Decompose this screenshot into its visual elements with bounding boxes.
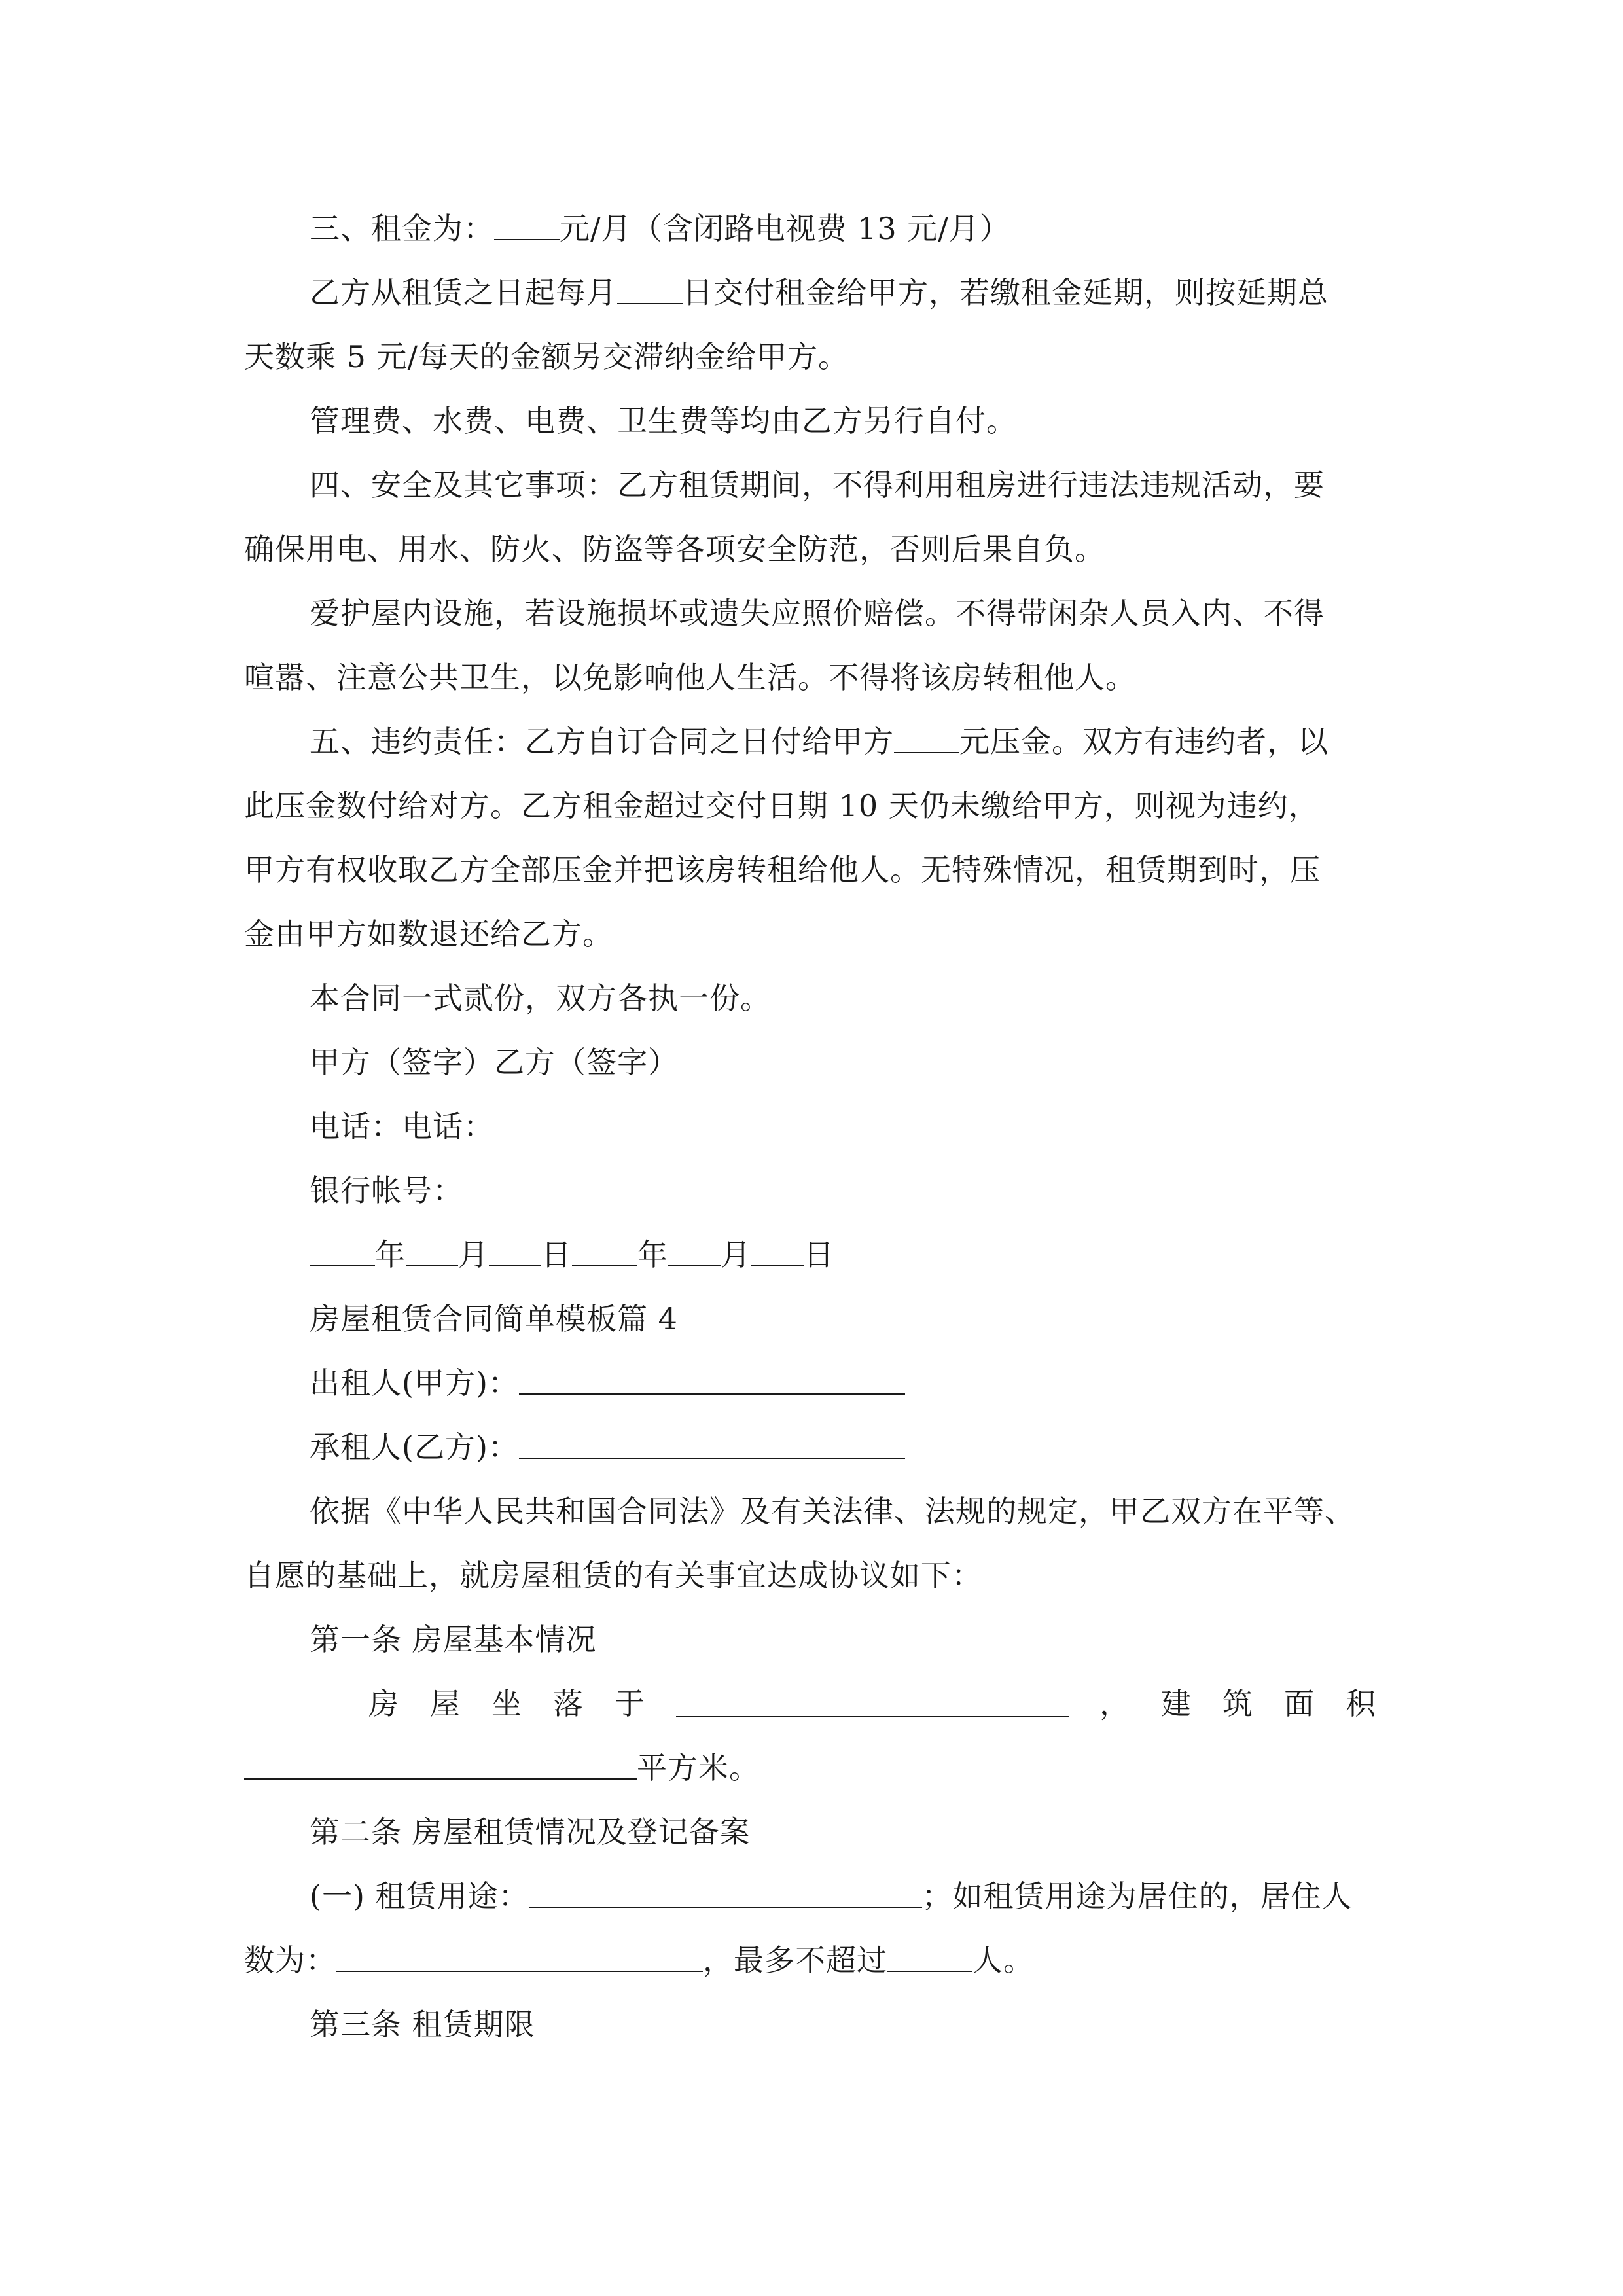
occupants-line <box>244 1928 1376 1992</box>
location-blank[interactable] <box>676 1690 1069 1717</box>
loc-char: 筑 <box>1222 1686 1253 1721</box>
liability-clause-cont2: 甲方有权收取乙方全部压金并把该房转租给他人。无特殊情况，租赁期到时，压 <box>244 852 1321 888</box>
payment-clause <box>244 260 1376 325</box>
copies-clause: 本合同一式贰份，双方各执一份。 <box>310 980 771 1016</box>
month-label-2: 月 <box>721 1237 751 1272</box>
lessor-label: 出租人(甲方)： <box>310 1365 519 1401</box>
facilities-clause-cont: 喧嚣、注意公共卫生，以免影响他人生活。不得将该房转租他人。 <box>244 660 1136 695</box>
occupants-max-label: ，最多不超过 <box>703 1943 887 1978</box>
contract-body <box>244 196 1376 2056</box>
usage-blank[interactable] <box>529 1880 922 1908</box>
usage-label: (一) 租赁用途： <box>310 1878 529 1914</box>
occupants-blank[interactable] <box>336 1945 703 1972</box>
day-blank-1[interactable] <box>489 1239 541 1266</box>
area-blank[interactable] <box>244 1752 637 1780</box>
liability-clause <box>244 709 1376 774</box>
deposit-blank[interactable] <box>894 726 959 753</box>
template-title: 房屋租赁合同简单模板篇 4 <box>310 1301 678 1336</box>
basis-paragraph: 依据《中华人民共和国合同法》及有关法律、法规的规定，甲乙双方在平等、 <box>310 1494 1355 1529</box>
area-line <box>244 1736 1376 1800</box>
year-blank-1[interactable] <box>310 1239 375 1266</box>
basis-paragraph-cont: 自愿的基础上，就房屋租赁的有关事宜达成协议如下： <box>244 1558 982 1593</box>
loc-char: 落 <box>553 1686 584 1721</box>
rent-clause <box>244 196 1376 260</box>
liability-text-a: 五、违约责任：乙方自订合同之日付给甲方 <box>310 724 894 759</box>
usage-line <box>244 1864 1376 1928</box>
usage-text: ；如租赁用途为居住的，居住人 <box>921 1878 1353 1914</box>
rent-amount-blank[interactable] <box>494 213 560 240</box>
lessor-line <box>244 1351 1376 1415</box>
day-label-2: 日 <box>804 1237 834 1272</box>
liability-clause-cont1: 此压金数付给对方。乙方租金超过交付日期 10 天仍未缴给甲方，则视为违约， <box>244 788 1319 823</box>
facilities-clause: 爱护屋内设施，若设施损坏或遗失应照价赔偿。不得带闲杂人员入内、不得 <box>310 596 1325 631</box>
payment-day-blank[interactable] <box>617 277 683 304</box>
lessor-blank[interactable] <box>519 1367 905 1395</box>
loc-char: 坐 <box>491 1686 522 1721</box>
loc-char: 房 <box>368 1686 399 1721</box>
fees-clause: 管理费、水费、电费、卫生费等均由乙方另行自付。 <box>310 403 1017 439</box>
occupants-unit: 人。 <box>972 1943 1034 1978</box>
lessee-label: 承租人(乙方)： <box>310 1429 519 1465</box>
loc-char: 于 <box>615 1686 645 1721</box>
occupants-max-blank[interactable] <box>887 1945 972 1972</box>
liability-text-b: 元压金。双方有违约者，以 <box>959 724 1329 759</box>
day-label-1: 日 <box>541 1237 572 1272</box>
signature-line: 甲方（签字）乙方（签字） <box>310 1045 679 1080</box>
rent-label: 三、租金为： <box>310 211 494 246</box>
bank-account-line: 银行帐号： <box>310 1173 463 1208</box>
location-line <box>244 1672 1376 1736</box>
article-3-heading: 第三条 租赁期限 <box>310 2007 535 2042</box>
loc-char: 屋 <box>430 1686 461 1721</box>
year-blank-2[interactable] <box>572 1239 637 1266</box>
lessee-blank[interactable] <box>519 1431 905 1459</box>
loc-char: 面 <box>1284 1686 1315 1721</box>
year-label-2: 年 <box>637 1237 668 1272</box>
month-label-1: 月 <box>458 1237 489 1272</box>
area-unit: 平方米。 <box>637 1750 760 1785</box>
month-blank-1[interactable] <box>406 1239 458 1266</box>
payment-text-b: 日交付租金给甲方，若缴租金延期，则按延期总 <box>683 275 1329 310</box>
month-blank-2[interactable] <box>668 1239 721 1266</box>
year-label-1: 年 <box>375 1237 406 1272</box>
article-2-heading: 第二条 房屋租赁情况及登记备案 <box>310 1814 751 1850</box>
day-blank-2[interactable] <box>751 1239 804 1266</box>
occupants-label: 数为： <box>244 1943 336 1978</box>
loc-comma: ， <box>1099 1686 1130 1721</box>
lessee-line <box>244 1415 1376 1479</box>
date-line <box>244 1223 1376 1287</box>
safety-clause-cont: 确保用电、用水、防火、防盗等各项安全防范，否则后果自负。 <box>244 531 1105 567</box>
phone-line: 电话：电话： <box>310 1109 494 1144</box>
payment-text-a: 乙方从租赁之日起每月 <box>310 275 617 310</box>
payment-clause-cont: 天数乘 5 元/每天的金额另交滞纳金给甲方。 <box>244 339 849 374</box>
liability-clause-cont3: 金由甲方如数退还给乙方。 <box>244 916 613 952</box>
rent-unit: 元/月（含闭路电视费 13 元/月） <box>560 211 1010 246</box>
loc-char: 积 <box>1346 1686 1376 1721</box>
loc-char: 建 <box>1161 1686 1192 1721</box>
article-1-heading: 第一条 房屋基本情况 <box>310 1622 597 1657</box>
safety-clause: 四、安全及其它事项：乙方租赁期间，不得利用租房进行违法违规活动，要 <box>310 467 1325 503</box>
